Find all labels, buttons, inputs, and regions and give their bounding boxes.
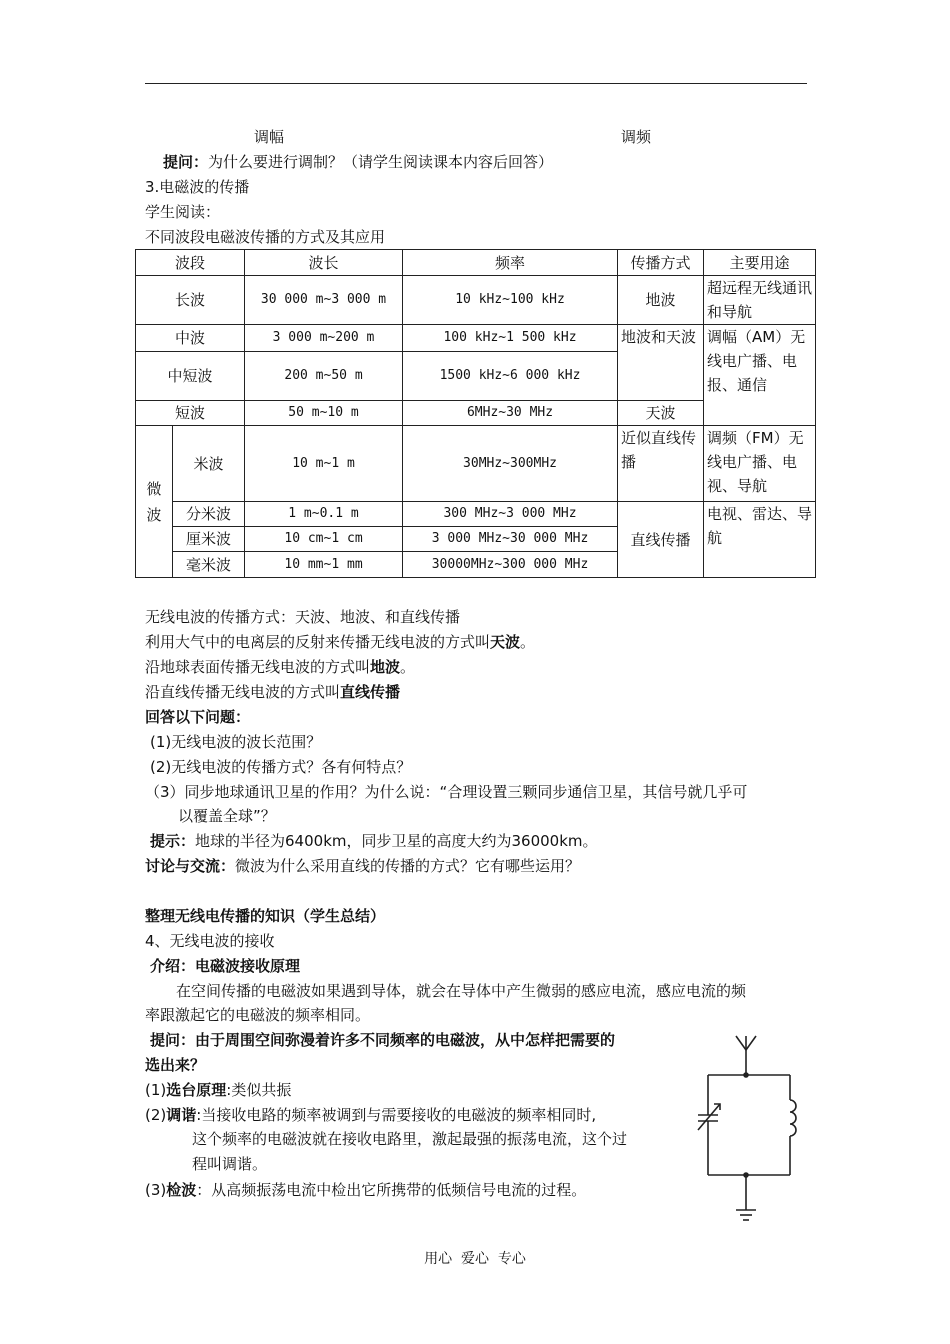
question-label: 提问： [163,153,209,171]
am-label: 调幅 [254,128,285,146]
frequency-cell: 100 kHz~1 500 kHz [403,325,618,352]
frequency-cell: 30MHz~300MHz [403,426,618,502]
definition-text: 利用大气中的电离层的反射来传播无线电波的方式叫 [145,633,491,651]
question-line [163,151,553,173]
band-cell: 分米波 [173,502,245,527]
item-term: 选台原理 [166,1081,227,1099]
item-number: (1) [145,1081,167,1099]
ask-label: 提问： [150,1031,196,1049]
wavelength-cell: 10 mm~1 mm [245,552,403,578]
wavelength-cell: 50 m~10 m [245,401,403,426]
table-header-row [136,250,816,276]
fm-label: 调频 [621,128,652,146]
microwave-cell [136,426,173,578]
frequency-cell: 30000MHz~300 000 MHz [403,552,618,578]
item-number: (2) [145,1106,167,1124]
item-3 [145,1179,586,1201]
header-propagation: 传播方式 [618,250,704,276]
wavelength-cell: 10 cm~1 cm [245,527,403,552]
definition-term: 天波 [490,633,521,651]
hint-text: 地球的半径为6400km，同步卫星的高度大约为36000km。 [195,832,598,850]
wavelength-cell: 1 m~0.1 m [245,502,403,527]
item-2-line3: 程叫调谐。 [192,1155,268,1173]
definition-end: 。 [400,658,416,676]
item-text: ：从高频振荡电流中检出它所携带的低频信号电流的过程。 [196,1181,587,1199]
header-uses: 主要用途 [704,250,816,276]
intro-text: 电磁波接收原理 [195,957,301,975]
question-text: 为什么要进行调制？（请学生阅读课本内容后回答） [208,153,554,171]
wavelength-cell: 200 m~50 m [245,352,403,401]
question-2: (2)无线电波的传播方式？各有何特点？ [150,758,412,776]
table-caption: 不同波段电磁波传播的方式及其应用 [145,228,386,246]
definition-end: 。 [520,633,536,651]
discussion-text: 微波为什么采用直线的传播的方式？它有哪些运用？ [235,857,581,875]
paragraph-line1: 在空间传播的电磁波如果遇到导体，就会在导体中产生微弱的感应电流，感应电流的频 [176,982,747,1000]
item-term: 检波 [166,1181,197,1199]
uses-cell: 电视、雷达、导航 [704,502,816,578]
inductor-coil-icon [790,1100,796,1136]
hint-line [150,830,598,852]
frequency-cell: 6MHz~30 MHz [403,401,618,426]
definition-text: 沿地球表面传播无线电波的方式叫 [145,658,371,676]
header-frequency: 频率 [403,250,618,276]
item-text: :当接收电路的频率被调到与需要接收的电磁波的频率相同时, [196,1106,597,1124]
ground-wave-definition [145,656,415,678]
propagation-cell: 直线传播 [618,502,704,578]
definition-text: 沿直线传播无线电波的方式叫 [145,683,341,701]
propagation-cell: 近似直线传播 [618,426,704,502]
section3-title: 3.电磁波的传播 [145,178,250,196]
header-rule [145,83,807,84]
sky-wave-definition [145,631,535,653]
intro-label: 介绍： [150,957,196,975]
ask-line1 [150,1029,615,1051]
intro-line [150,955,300,977]
microwave-label: 微波 [146,479,162,524]
hint-label: 提示： [150,832,196,850]
item-number: (3) [145,1181,167,1199]
discussion-line [145,855,580,877]
wave-band-table [135,249,816,578]
band-cell: 中波 [136,325,245,352]
frequency-cell: 1500 kHz~6 000 kHz [403,352,618,401]
reading-label: 学生阅读： [145,203,221,221]
variable-capacitor-arrow [698,1104,720,1130]
definition-term: 直线传播 [340,683,401,701]
definition-term: 地波 [370,658,401,676]
item-text: :类似共振 [226,1081,292,1099]
uses-cell: 调频（FM）无线电广播、电视、导航 [704,426,816,502]
page-footer: 用心 爱心 专心 [424,1251,526,1267]
propagation-cell: 地波和天波 [618,325,704,401]
propagation-summary: 无线电波的传播方式：天波、地波、和直线传播 [145,608,461,626]
ask-line2: 选出来？ [145,1056,206,1074]
summary-title: 整理无线电传播的知识（学生总结） [145,907,386,925]
header-wavelength: 波长 [245,250,403,276]
band-cell: 中短波 [136,352,245,401]
paragraph-line2: 率跟激起它的电磁波的频率相同。 [145,1006,371,1024]
question-3-line2: 以覆盖全球”？ [178,807,276,825]
receiver-circuit-diagram [690,1030,820,1230]
header-band: 波段 [136,250,245,276]
band-cell: 厘米波 [173,527,245,552]
uses-cell: 超远程无线通讯和导航 [704,276,816,325]
question-3-line1: （3）同步地球通讯卫星的作用？为什么说：“合理设置三颗同步通信卫星，其信号就几乎可 [145,783,748,801]
item-2 [145,1104,596,1126]
uses-cell: 调幅（AM）无线电广播、电报、通信 [704,325,816,426]
discussion-label: 讨论与交流： [145,857,236,875]
item-term: 调谐 [166,1106,197,1124]
wavelength-cell: 30 000 m~3 000 m [245,276,403,325]
question-1: (1)无线电波的波长范围？ [150,733,322,751]
table-row [136,276,816,325]
section4-title: 4、无线电波的接收 [145,932,275,950]
frequency-cell: 300 MHz~3 000 MHz [403,502,618,527]
frequency-cell: 10 kHz~100 kHz [403,276,618,325]
ask-text: 由于周围空间弥漫着许多不同频率的电磁波，从中怎样把需要的 [195,1031,616,1049]
line-propagation-definition [145,681,400,703]
propagation-cell: 地波 [618,276,704,325]
band-cell: 短波 [136,401,245,426]
band-cell: 长波 [136,276,245,325]
band-cell: 米波 [173,426,245,502]
wavelength-cell: 10 m~1 m [245,426,403,502]
wavelength-cell: 3 000 m~200 m [245,325,403,352]
table-row [136,426,816,502]
item-1 [145,1079,291,1101]
table-row [136,502,816,527]
table-row [136,325,816,352]
item-2-line2: 这个频率的电磁波就在接收电路里，激起最强的振荡电流，这个过 [192,1130,628,1148]
propagation-cell: 天波 [618,401,704,426]
questions-title: 回答以下问题： [145,708,251,726]
frequency-cell: 3 000 MHz~30 000 MHz [403,527,618,552]
band-cell: 毫米波 [173,552,245,578]
